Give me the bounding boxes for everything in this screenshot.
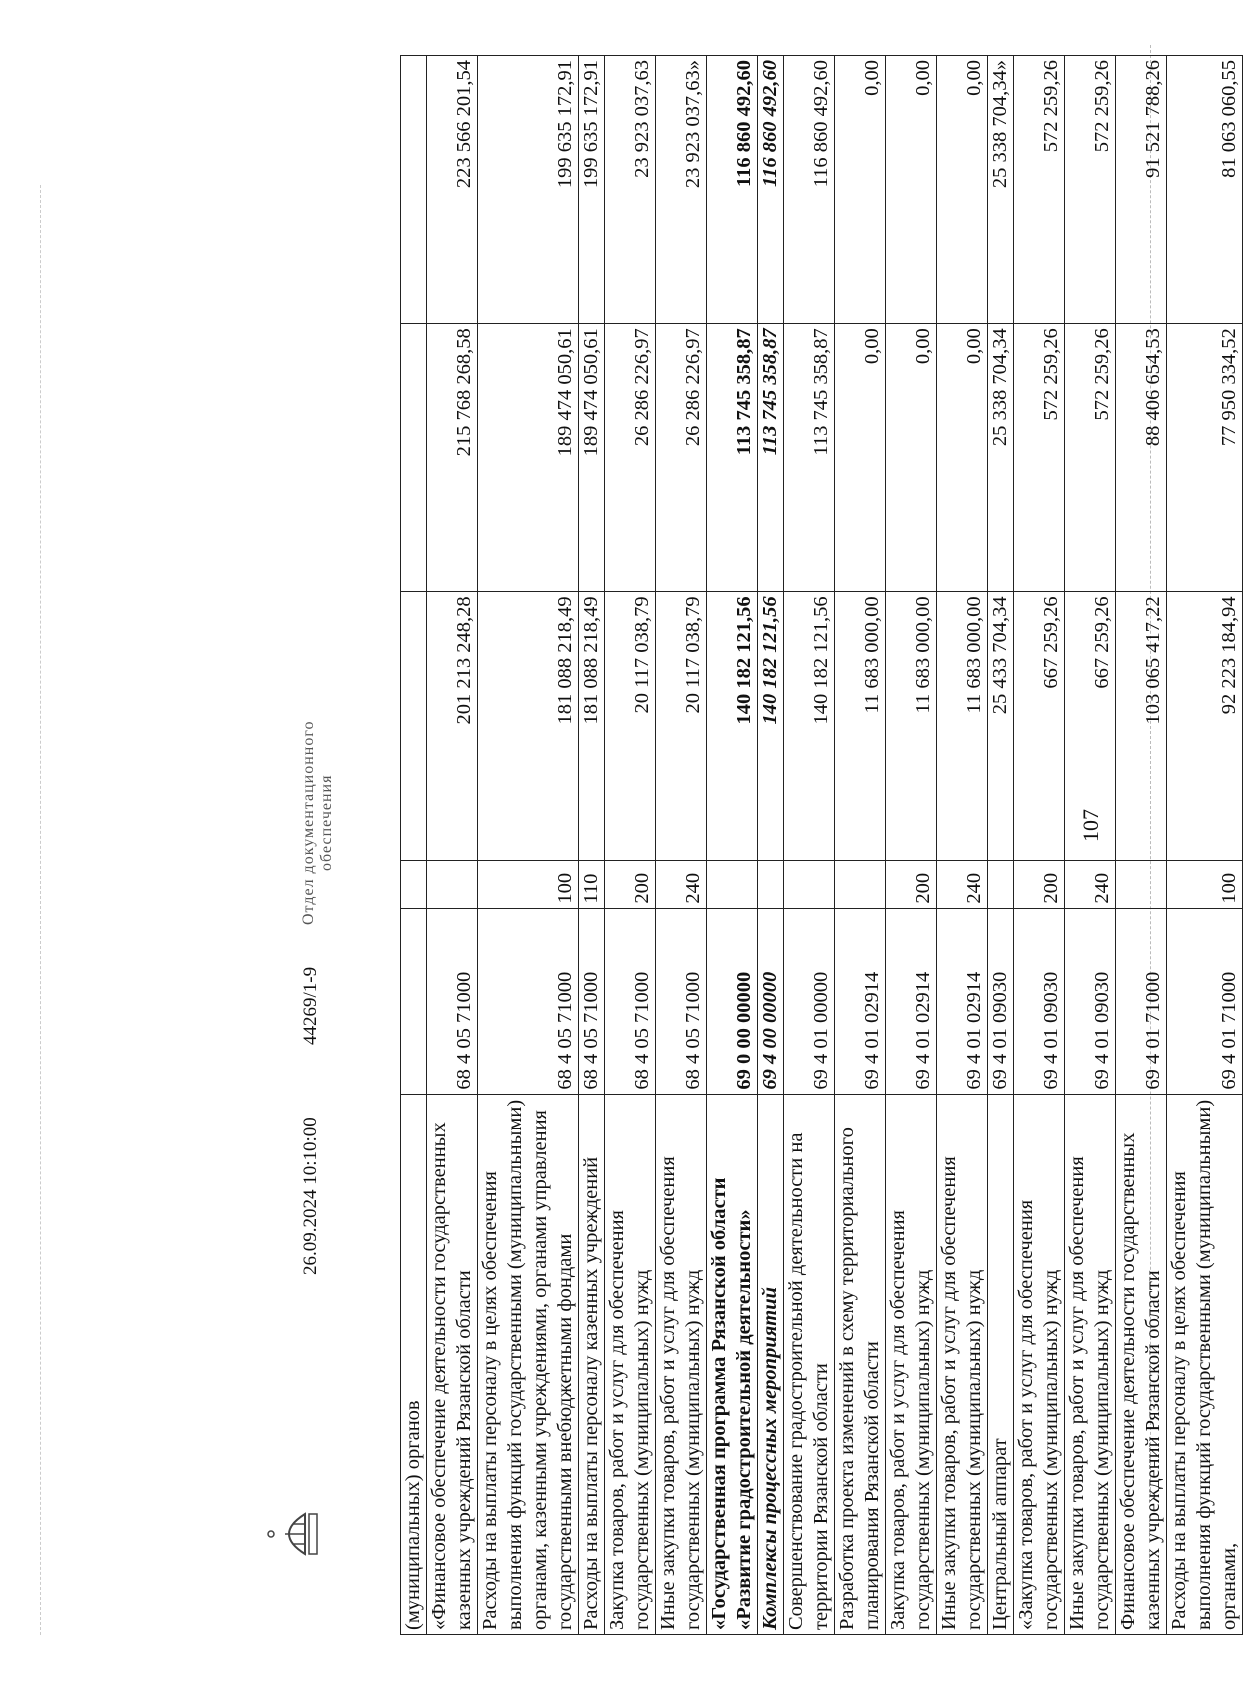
table-row bbox=[784, 56, 835, 1635]
budget-table-body bbox=[401, 56, 1243, 1635]
row-code-cell: 69 4 01 02914 bbox=[835, 908, 886, 1094]
table-row bbox=[758, 56, 784, 1635]
row-value-2026-cell: 0,00 bbox=[937, 56, 988, 324]
row-name-cell: Расходы на выплаты персоналу казенных учреждений bbox=[579, 1094, 605, 1634]
row-name-cell: Иные закупки товаров, работ и услуг для обеспечения государственных (муниципальных) нужд bbox=[1065, 1094, 1116, 1634]
row-code-cell: 68 4 05 71000 bbox=[579, 908, 605, 1094]
row-code-cell bbox=[401, 908, 427, 1094]
row-value-2025-cell: 0,00 bbox=[937, 324, 988, 592]
row-type-cell: 100 bbox=[478, 860, 579, 908]
table-row bbox=[886, 56, 937, 1635]
table-row bbox=[937, 56, 988, 1635]
stamp-line-1: Отдел документационного bbox=[300, 720, 317, 925]
row-value-2026-cell: 223 566 201,54 bbox=[427, 56, 478, 324]
row-value-2026-cell: 0,00 bbox=[835, 56, 886, 324]
row-type-cell bbox=[427, 860, 478, 908]
row-value-2025-cell: 88 406 654,53 bbox=[1116, 324, 1167, 592]
row-name-cell: Финансовое обеспечение деятельности государственных казенных учреждений Рязанской области bbox=[1116, 1094, 1167, 1634]
row-code-cell: 68 4 05 71000 bbox=[427, 908, 478, 1094]
table-row bbox=[988, 56, 1014, 1635]
row-type-cell: 200 bbox=[605, 860, 656, 908]
row-code-cell: 69 4 00 00000 bbox=[758, 908, 784, 1094]
row-name-cell: Совершенствование градостроительной деятельности на территории Рязанской области bbox=[784, 1094, 835, 1634]
row-value-2026-cell: 572 259,26 bbox=[1065, 56, 1116, 324]
row-value-2026-cell: 572 259,26 bbox=[1014, 56, 1065, 324]
row-value-2026-cell: 199 635 172,91 bbox=[579, 56, 605, 324]
row-value-2024-cell: 103 065 417,22 bbox=[1116, 592, 1167, 860]
table-row bbox=[656, 56, 707, 1635]
row-type-cell: 100 bbox=[1167, 860, 1243, 908]
row-name-cell: Комплексы процессных мероприятий bbox=[758, 1094, 784, 1634]
row-name-cell: Иные закупки товаров, работ и услуг для обеспечения государственных (муниципальных) нужд bbox=[937, 1094, 988, 1634]
row-value-2025-cell: 189 474 050,61 bbox=[579, 324, 605, 592]
row-name-cell: Расходы на выплаты персоналу в целях обеспечения выполнения функций государственными (муниципальными) органами, казенными учреждениями, органами управления государственными внебюджетными фондами bbox=[478, 1094, 579, 1634]
row-value-2024-cell: 140 182 121,56 bbox=[784, 592, 835, 860]
row-code-cell: 68 4 05 71000 bbox=[656, 908, 707, 1094]
row-value-2026-cell: 91 521 788,26 bbox=[1116, 56, 1167, 324]
footer-document-code: 44269/1-9 bbox=[300, 966, 321, 1045]
row-value-2025-cell: 77 950 334,52 bbox=[1167, 324, 1243, 592]
row-name-cell: Расходы на выплаты персоналу в целях обеспечения выполнения функций государственными (муниципальными) органами, bbox=[1167, 1094, 1243, 1634]
row-value-2024-cell: 11 683 000,00 bbox=[937, 592, 988, 860]
row-type-cell bbox=[784, 860, 835, 908]
row-value-2024-cell: 667 259,26 bbox=[1014, 592, 1065, 860]
department-stamp bbox=[300, 720, 336, 925]
row-type-cell: 240 bbox=[937, 860, 988, 908]
row-value-2025-cell: 26 286 226,97 bbox=[605, 324, 656, 592]
row-value-2024-cell: 25 433 704,34 bbox=[988, 592, 1014, 860]
row-value-2026-cell: 116 860 492,60 bbox=[758, 56, 784, 324]
row-code-cell: 68 4 05 71000 bbox=[478, 908, 579, 1094]
row-value-2025-cell: 25 338 704,34 bbox=[988, 324, 1014, 592]
row-value-2026-cell: 116 860 492,60 bbox=[784, 56, 835, 324]
row-code-cell: 69 4 01 02914 bbox=[937, 908, 988, 1094]
row-name-cell: Разработка проекта изменений в схему территориального планирования Рязанской области bbox=[835, 1094, 886, 1634]
row-name-cell: «Закупка товаров, работ и услуг для обеспечения государственных (муниципальных) нужд bbox=[1014, 1094, 1065, 1634]
table-row bbox=[478, 56, 579, 1635]
row-type-cell bbox=[988, 860, 1014, 908]
row-value-2025-cell: 0,00 bbox=[886, 324, 937, 592]
table-row bbox=[707, 56, 758, 1635]
row-type-cell bbox=[707, 860, 758, 908]
scan-edge-top bbox=[40, 185, 42, 1635]
table-row bbox=[427, 56, 478, 1635]
row-type-cell: 200 bbox=[1014, 860, 1065, 908]
row-code-cell: 68 4 05 71000 bbox=[605, 908, 656, 1094]
row-code-cell: 69 4 01 02914 bbox=[886, 908, 937, 1094]
row-value-2026-cell: 199 635 172,91 bbox=[478, 56, 579, 324]
row-type-cell: 110 bbox=[579, 860, 605, 908]
row-code-cell: 69 4 01 09030 bbox=[1014, 908, 1065, 1094]
row-type-cell: 200 bbox=[886, 860, 937, 908]
table-row bbox=[401, 56, 427, 1635]
row-value-2026-cell: 23 923 037,63 bbox=[605, 56, 656, 324]
page-number: 107 bbox=[1078, 809, 1103, 842]
row-value-2026-cell: 25 338 704,34» bbox=[988, 56, 1014, 324]
row-code-cell: 69 4 01 00000 bbox=[784, 908, 835, 1094]
row-value-2025-cell: 113 745 358,87 bbox=[784, 324, 835, 592]
table-row bbox=[605, 56, 656, 1635]
row-value-2024-cell: 201 213 248,28 bbox=[427, 592, 478, 860]
row-value-2025-cell: 189 474 050,61 bbox=[478, 324, 579, 592]
row-type-cell bbox=[401, 860, 427, 908]
row-value-2026-cell bbox=[401, 56, 427, 324]
row-name-cell: Центральный аппарат bbox=[988, 1094, 1014, 1634]
row-value-2024-cell: 181 088 218,49 bbox=[478, 592, 579, 860]
row-name-cell: «Государственная программа Рязанской области «Развитие градостроительной деятельности» bbox=[707, 1094, 758, 1634]
row-value-2024-cell: 20 117 038,79 bbox=[605, 592, 656, 860]
row-value-2025-cell: 0,00 bbox=[835, 324, 886, 592]
row-value-2025-cell: 215 768 268,58 bbox=[427, 324, 478, 592]
table-row bbox=[835, 56, 886, 1635]
budget-table bbox=[400, 55, 1243, 1635]
row-value-2024-cell bbox=[401, 592, 427, 860]
row-name-cell: Закупка товаров, работ и услуг для обеспечения государственных (муниципальных) нужд bbox=[886, 1094, 937, 1634]
row-value-2026-cell: 81 063 060,55 bbox=[1167, 56, 1243, 324]
table-row bbox=[1014, 56, 1065, 1635]
row-value-2024-cell: 92 223 184,94 bbox=[1167, 592, 1243, 860]
row-value-2024-cell: 667 259,26 bbox=[1065, 592, 1116, 860]
row-value-2026-cell: 116 860 492,60 bbox=[707, 56, 758, 324]
row-value-2024-cell: 181 088 218,49 bbox=[579, 592, 605, 860]
row-code-cell: 69 4 01 09030 bbox=[1065, 908, 1116, 1094]
table-row bbox=[1065, 56, 1116, 1635]
row-value-2026-cell: 0,00 bbox=[886, 56, 937, 324]
row-code-cell: 69 4 01 09030 bbox=[988, 908, 1014, 1094]
table-row bbox=[1116, 56, 1167, 1635]
row-name-cell: «Финансовое обеспечение деятельности государственных казенных учреждений Рязанской области bbox=[427, 1094, 478, 1634]
row-type-cell: 240 bbox=[1065, 860, 1116, 908]
row-value-2025-cell: 572 259,26 bbox=[1065, 324, 1116, 592]
row-value-2025-cell bbox=[401, 324, 427, 592]
row-value-2024-cell: 20 117 038,79 bbox=[656, 592, 707, 860]
row-value-2024-cell: 11 683 000,00 bbox=[886, 592, 937, 860]
row-code-cell: 69 4 01 71000 bbox=[1167, 908, 1243, 1094]
row-type-cell bbox=[1116, 860, 1167, 908]
row-value-2025-cell: 113 745 358,87 bbox=[758, 324, 784, 592]
row-value-2024-cell: 140 182 121,56 bbox=[707, 592, 758, 860]
stamp-line-2: обеспечения bbox=[318, 774, 335, 871]
row-code-cell: 69 0 00 00000 bbox=[707, 908, 758, 1094]
table-row bbox=[1167, 56, 1243, 1635]
row-value-2025-cell: 26 286 226,97 bbox=[656, 324, 707, 592]
row-name-cell: Иные закупки товаров, работ и услуг для обеспечения государственных (муниципальных) нужд bbox=[656, 1094, 707, 1634]
row-name-cell: Закупка товаров, работ и услуг для обеспечения государственных (муниципальных) нужд bbox=[605, 1094, 656, 1634]
row-code-cell: 69 4 01 71000 bbox=[1116, 908, 1167, 1094]
logo-icon bbox=[265, 1508, 325, 1560]
footer-timestamp: 26.09.2024 10:10:00 bbox=[300, 1117, 321, 1275]
row-type-cell: 240 bbox=[656, 860, 707, 908]
row-value-2025-cell: 572 259,26 bbox=[1014, 324, 1065, 592]
row-value-2025-cell: 113 745 358,87 bbox=[707, 324, 758, 592]
table-row bbox=[579, 56, 605, 1635]
row-value-2024-cell: 11 683 000,00 bbox=[835, 592, 886, 860]
row-type-cell bbox=[758, 860, 784, 908]
row-value-2026-cell: 23 923 037,63» bbox=[656, 56, 707, 324]
row-value-2024-cell: 140 182 121,56 bbox=[758, 592, 784, 860]
row-name-cell: (муниципальных) органов bbox=[401, 1094, 427, 1634]
row-type-cell bbox=[835, 860, 886, 908]
